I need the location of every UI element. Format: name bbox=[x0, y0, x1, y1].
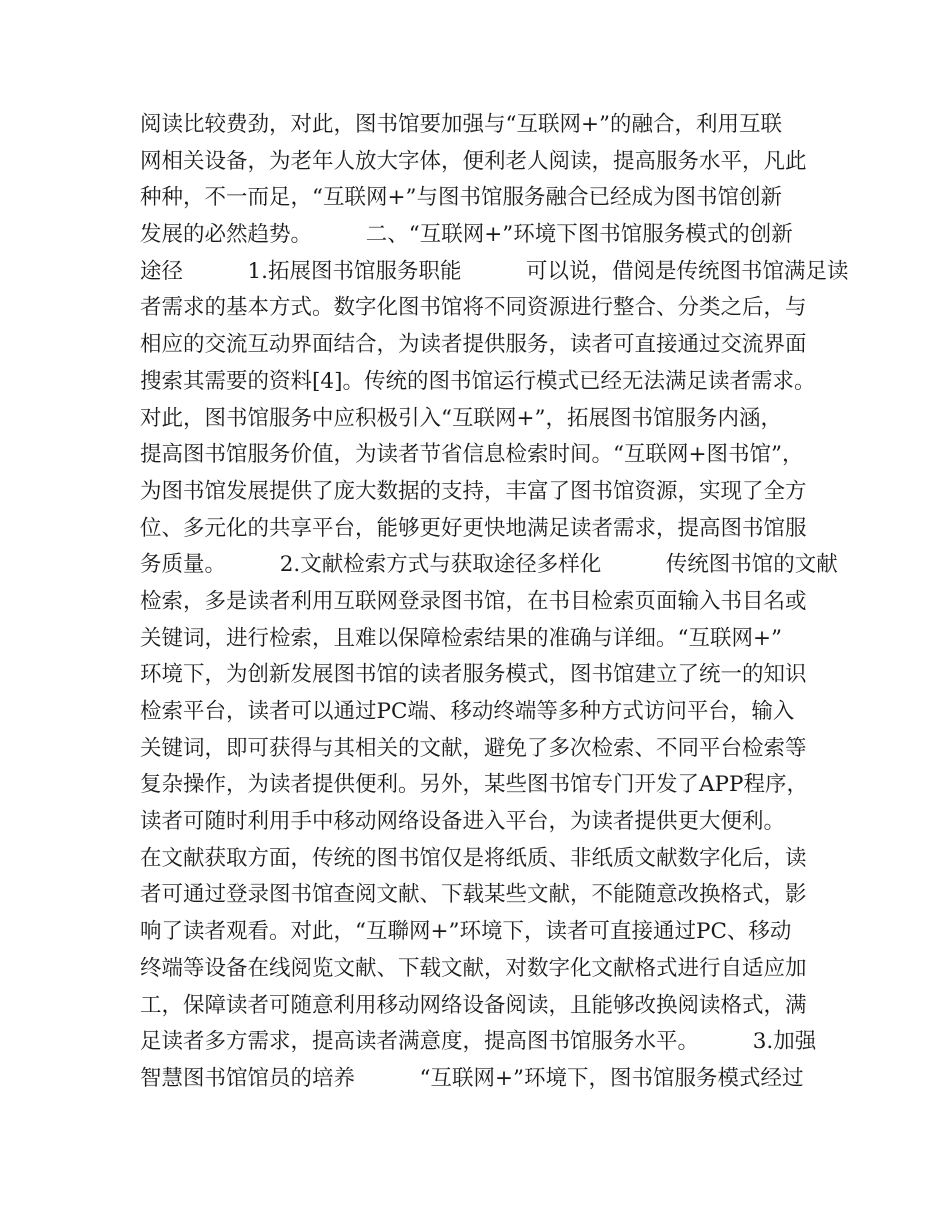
text-line: 途径 1.拓展图书馆服务职能 可以说，借阅是传统图书馆满足读 bbox=[140, 258, 849, 284]
text-line: 响了读者观看。对此，“互聯网+”环境下，读者可直接通过PC、移动 bbox=[140, 919, 792, 945]
text-line: 种种，不一而足，“互联网+”与图书馆服务融合已经成为图书馆创新 bbox=[140, 185, 783, 211]
text-line: 检索平台，读者可以通过PC端、移动终端等多种方式访问平台，输入 bbox=[140, 699, 795, 724]
body-text bbox=[140, 107, 849, 1098]
text-line: 相应的交流互动界面结合，为读者提供服务，读者可直接通过交流界面 bbox=[140, 332, 807, 358]
text-line: 提高图书馆服务价值，为读者节省信息检索时间。“互联网+图书馆”， bbox=[140, 442, 804, 468]
text-line: 环境下，为创新发展图书馆的读者服务模式，图书馆建立了统一的知识 bbox=[140, 662, 807, 688]
text-line: 在文献获取方面，传统的图书馆仅是将纸质、非纸质文献数字化后，读 bbox=[140, 845, 807, 871]
text-line: 复杂操作，为读者提供便利。另外，某些图书馆专门开发了APP程序， bbox=[140, 772, 808, 798]
text-line: 关键词，进行检索，且难以保障检索结果的准确与详细。“互联网+” bbox=[140, 625, 783, 651]
text-line: 网相关设备，为老年人放大字体，便利老人阅读，提高服务水平，凡此 bbox=[140, 148, 807, 174]
text-line: 关键词，即可获得与其相关的文献，避免了多次检索、不同平台检索等 bbox=[140, 735, 807, 761]
text-line: 足读者多方需求，提高读者满意度，提高图书馆服务水平。 3.加强 bbox=[140, 1029, 817, 1055]
text-line: 阅读比较费劲，对此，图书馆要加强与“互联网+”的融合，利用互联 bbox=[140, 112, 783, 137]
text-line: 发展的必然趋势。 二、“互联网+”环境下图书馆服务模式的创新 bbox=[140, 222, 793, 248]
text-line: 终端等设备在线阅览文献、下载文献，对数字化文献格式进行自适应加 bbox=[140, 955, 807, 981]
text-line: 务质量。 2.文献检索方式与获取途径多样化 传统图书馆的文献 bbox=[140, 552, 838, 578]
text-line: 工，保障读者可随意利用移动网络设备阅读，且能够改换阅读格式，满 bbox=[140, 992, 807, 1018]
text-line: 者可通过登录图书馆查阅文献、下载某些文献，不能随意改换格式，影 bbox=[140, 882, 807, 908]
text-line: 位、多元化的共享平台，能够更好更快地满足读者需求，提高图书馆服 bbox=[140, 515, 807, 541]
text-line: 为图书馆发展提供了庞大数据的支持，丰富了图书馆资源，实现了全方 bbox=[140, 478, 807, 504]
text-line: 读者可随时利用手中移动网络设备进入平台，为读者提供更大便利。 bbox=[140, 809, 786, 835]
text-line: 者需求的基本方式。数字化图书馆将不同资源进行整合、分类之后，与 bbox=[140, 295, 807, 321]
text-line: 检索，多是读者利用互联网登录图书馆，在书目检索页面输入书目名或 bbox=[140, 588, 807, 614]
text-line: 智慧图书馆馆员的培养 “互联网+”环境下，图书馆服务模式经过 bbox=[140, 1065, 804, 1091]
text-line: 搜索其需要的资料[4]。传统的图书馆运行模式已经无法满足读者需求。 bbox=[140, 368, 816, 394]
text-line: 对此，图书馆服务中应积极引入“互联网+”，拓展图书馆服务内涵， bbox=[140, 405, 783, 431]
